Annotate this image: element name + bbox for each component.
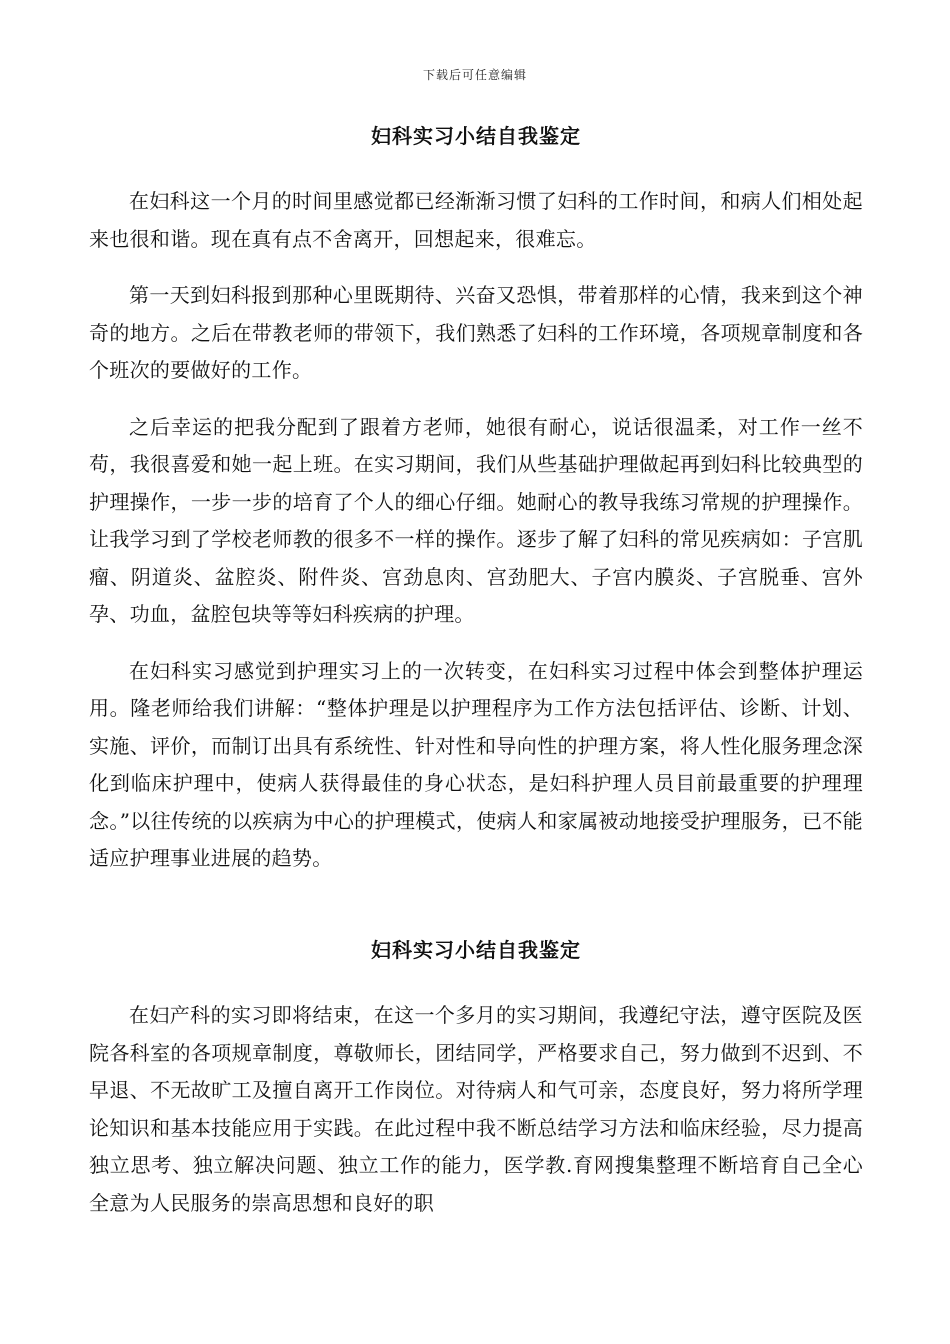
- section-1: [89, 121, 863, 878]
- paragraph: 在妇科这一个月的时间里感觉都已经渐渐习惯了妇科的工作时间，和病人们相处起来也很和谐。现在真有点不舍离开，回想起来，很难忘。: [89, 189, 863, 251]
- section-2: [89, 935, 863, 1222]
- section-title: 妇科实习小结自我鉴定: [371, 938, 581, 962]
- paragraph: 之后幸运的把我分配到了跟着方老师，她很有耐心，说话很温柔，对工作一丝不苟，我很喜爱和她一起上班。在实习期间，我们从些基础护理做起再到妇科比较典型的护理操作，一步一步的培育了个人的细心仔细。她耐心的教导我练习常规的护理操作。让我学习到了学校老师教的很多不一样的操作。逐步了解了妇科的常见疾病如：子宫肌瘤、阴道炎、盆腔炎、附件炎、宫劲息肉、宫劲肥大、子宫内膜炎、子宫脱垂、宫外孕、功血，盆腔包块等等妇科疾病的护理。: [89, 414, 863, 626]
- paragraph: 在妇科实习感觉到护理实习上的一次转变，在妇科实习过程中体会到整体护理运用。隆老师给我们讲解：“整体护理是以护理程序为工作方法包括评估、诊断、计划、实施、评价，而制订出具有系统性、针对性和导向性的护理方案，将人性化服务理念深化到临床护理中，使病人获得最佳的身心状态，是妇科护理人员目前最重要的护理理念。”以往传统的以疾病为中心的护理模式，使病人和家属被动地接受护理服务，已不能适应护理事业进展的趋势。: [89, 658, 863, 870]
- header-note: 下载后可任意编辑: [422, 68, 527, 82]
- paragraph: 在妇产科的实习即将结束，在这一个多月的实习期间，我遵纪守法，遵守医院及医院各科室的各项规章制度，尊敬师长，团结同学，严格要求自己，努力做到不迟到、不早退、不无故旷工及擅自离开工作岗位。对待病人和气可亲，态度良好，努力将所学理论知识和基本技能应用于实践。在此过程中我不断总结学习方法和临床经验，尽力提高独立思考、独立解决问题、独立工作的能力，医学教.育网搜集整理不断培育自己全心全意为人民服务的崇高思想和良好的职: [89, 1003, 863, 1215]
- paragraph: 第一天到妇科报到那种心里既期待、兴奋又恐惧，带着那样的心情，我来到这个神奇的地方。之后在带教老师的带领下，我们熟悉了妇科的工作环境，各项规章制度和各个班次的要做好的工作。: [89, 283, 863, 382]
- section-title: 妇科实习小结自我鉴定: [371, 124, 581, 148]
